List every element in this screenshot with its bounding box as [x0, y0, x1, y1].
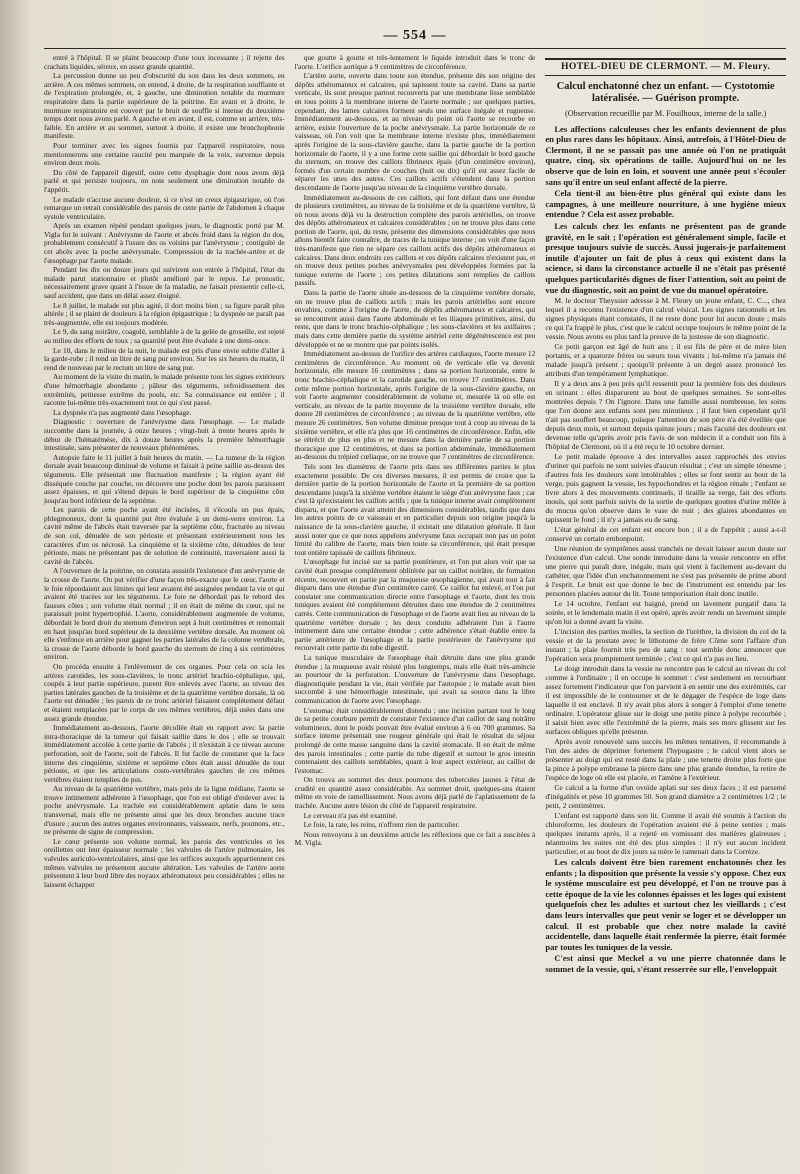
- paragraph: L'état général de cet enfant est encore bon ; il a de l'appétit ; aussi a-t-il conservé un certain embonpoint.: [545, 525, 786, 544]
- header-rule: [44, 48, 786, 49]
- paragraph: entré à l'hôpital. Il se plaint beaucoup d'une toux incessante ; il rejette des crachats liquides, séreux, en assez grande quantité.: [44, 54, 285, 71]
- observation-note: (Observation recueillie par M. Fouilhoux, interne de la salle.): [565, 108, 767, 118]
- paragraph: Diagnostic : ouverture de l'anévrysme dans l'œsophage. — Le malade succombe dans la journée, à onze heures ; vingt-huit à trente heures après le début de l'hématémèse, dix à douze heures après la première hémorrhagie intestinale, sans présenter de nouveaux phénomènes.: [44, 417, 285, 453]
- paragraph: Les calculs doivent être bien rarement enchatonnés chez les enfants ; la disposition que présente la vessie s'y oppose. Chez eux le système musculaire est peu développé, et l'on ne trouve pas à cette époque de la vie les colonnes épaisses et les loges qui existent quelquefois chez les adultes et surtout chez les vieillards ; c'est dans leurs intervalles que peut venir se loger et se développer un calcul. Il est probable que chez notre malade la cavité accidentelle, dans laquelle était renfermée la pierre, était formée par toutes les tuniques de la vessie.: [545, 857, 786, 952]
- paragraph: Les affections calculeuses chez les enfants deviennent de plus en plus rares dans les hôpitaux. Ainsi, autrefois, à l'Hôtel-Dieu de Clermont, il ne se passait pas une année où l'on ne pratiquât quatre, cinq, six opérations de taille. Aujourd'hui on ne les observe que de loin en loin, et souvent une année peut s'écouler sans qu'il entre un seul enfant affecté de la pierre.: [545, 123, 786, 187]
- paragraph: Au niveau de la quatrième vertèbre, mais près de la ligne médiane, l'aorte se trouve intimement adhérente à l'œsophage, que l'on est obligé d'enlever avec la poche anévrysmale. La trachée est considérablement aplatie dans le sens transversal, mais elle ne présente ainsi que les deux bronches aucune trace d'usure ; aucun des autres organes environnants, vaisseaux, nerfs, poumons, etc., ne présente de signe de compression.: [44, 784, 285, 837]
- paragraph: Le foie, la rate, les reins, n'offrent rien de particulier.: [303, 820, 460, 830]
- paragraph: C'est ainsi que Meckel a vu une pierre chatonnée dans le sommet de la vessie, qui, s'étant resserrée sur elle, l'enveloppait: [545, 953, 786, 975]
- column-3: [545, 54, 786, 1164]
- paragraph: La tunique musculaire de l'œsophage était détruite dans une plus grande étendue ; la muqueuse avait résisté plus longtemps, mais elle était très-amincie au pourtour de la perforation. L'ouverture de l'anévrysme dans l'œsophage, diagnostiquée pendant la vie, était vérifiée par l'autopsie ; le malade avait bien succombé à une hémorrhagie intestinale, qui avait sa source dans la libre communication de l'aorte avec l'œsophage.: [294, 652, 536, 705]
- intro-paragraphs: [545, 124, 786, 296]
- article-title: Calcul enchatonné chez un enfant. — Cystotomie latéralisée. — Guérison prompte.: [556, 80, 775, 104]
- paragraph: Du côté de l'appareil digestif, outre cette dysphagie dont nous avons déjà parlé et qui persiste toujours, on note seulement une diminution notable de l'appétit.: [44, 167, 285, 194]
- paragraph: La dyspnée n'a pas augmenté dans l'œsophage.: [53, 407, 192, 417]
- page-binding-shadow: [0, 0, 30, 1174]
- paragraph: On trouva au sommet des deux poumons des tubercules jaunes à l'état de crudité en quantité assez considérable. Au sommet droit, quelques-uns étaient même en voie de ramollissement. Nous avons déjà parlé de l'aplatissement de la trachée. Aucune autre lésion du côté de l'appareil respiratoire.: [294, 775, 536, 811]
- paragraph: Après avoir renouvelé sans succès les mêmes tentatives, il recommande à l'un des aides de déprimer fortement l'hypogastre ; le calcul vient alors se présenter au doigt qui est resté dans la plaie ; une tenette droite plus forte que la pince à polype embrasse la pierre dans une plus grande étendue, la retire de l'espèce de loge où elle est placée, et l'amène à l'extérieur.: [545, 737, 786, 783]
- paragraph: Le 8 juillet, le malade est plus agité, il dort moins bien ; sa figure paraît plus altérée ; il se plaint de douleurs à la région épigastrique ; la dyspnée ne paraît pas très-augmentée, elle est toujours modérée.: [44, 300, 285, 327]
- paragraph: Le 14 octobre, l'enfant est baigné, prend un lavement purgatif dans la soirée, et le lendemain matin il est opéré, après avoir rendu un lavement simple qu'on lui a donné avant la visite.: [545, 599, 786, 627]
- column-1: [44, 54, 285, 1164]
- hospital-heading: HOTEL-DIEU DE CLERMONT. — M. Fleury.: [545, 58, 786, 76]
- paragraph: L'estomac était considérablement distendu ; une incision partant tout le long de sa petite courbure permit de constater l'existence d'un caillot de sang noirâtre volumineux, dont le poids pouvait être évalué environ à 6 ou 700 grammes. Sa surface interne présentait une rougeur générale qui était le résultat du séjour prolongé de cette masse sanguine dans la cavité stomacale. Il en était de même des parois intestinales ; cette partie du tube digestif et surtout le gros intestin contenaient des caillots semblables, quant à leur aspect extérieur, au caillot de l'estomac.: [294, 705, 536, 775]
- paragraph: Le 10, dans le milieu de la nuit, le malade est pris d'une envie subite d'aller à la garde-robe ; il rend un litre de sang pur environ. Sur les six heures du matin, il rend de nouveau par le rectum un litre de sang pur.: [44, 345, 285, 372]
- paragraph: Ce petit garçon est âgé de huit ans ; il est fils de père et de mère bien portants, et a quatorze frères ou sœurs tous vivants ; lui-même n'a jamais été malade jusqu'à présent ; quoiqu'il présente à un degré assez prononcé les attributs d'un tempérament lymphatique.: [545, 342, 786, 379]
- paragraph: Pour terminer avec les signes fournis par l'appareil respiratoire, nous mentionnerons une certaine raucité peu marquée de la voix, survenue depuis environ deux mois.: [44, 140, 285, 168]
- paragraph: Le cœur présente son volume normal, les parois des ventricules et les oreillettes ont leur épaisseur normale ; les valvules de l'artère pulmonaire, les valvules auriculo-ventriculaires, ainsi que les orifices auxquels appartiennent ces mêmes valvules ne présentent aucune altération. Les valvules de l'artère aorte présentent à leur bord libre des noyaux athéromateux peu considérables ; elles ne laissent échapper: [44, 836, 285, 889]
- paragraph: L'incision des parties molles, la section de l'urèthre, la division du col de la vessie et de la prostate avec le lithotome de frère Côme sont l'affaire d'un instant ; la plaie fournit très peu de sang : tout semble donc annoncer que l'opération sera promptement terminée ; c'est ce qui n'a pas eu lieu.: [545, 627, 786, 664]
- paragraph: Les parois de cette poche ayant été incisées, il s'écoula un pus épais, phlegmoneux, dont la quantité put être évaluée à un demi-verre environ. La cavité même de l'abcès était traversée par la septième côte, fracturée au niveau de son col, dénudée de son périoste et présentant extérieurement tous les caractères d'un os nécrosé. La cinquième et la sixième côte, dénudées de leur périoste, mais ne présentant pas de solution de continuité, traversaient aussi la cavité de l'abcès.: [44, 505, 285, 566]
- paragraph: On procéda ensuite à l'enlèvement de ces organes. Pour cela on scia les artères carotides, les sous-clavières, le tronc artériel brachio-céphalique, qui, coupés à leur partie supérieure, purent être enlevés avec l'aorte, au niveau des parties latérales gauches de la troisième et de la quatrième vertèbre dorsale, là où l'aorte est dénudée ; les parois de ce tronc artériel faisaient complétement défaut et étaient remplacées par le corps de ces mêmes vertèbres, déjà usées dans une assez grande étendue.: [44, 661, 285, 723]
- page-number: — 554 —: [383, 28, 447, 43]
- paragraph: que goutte à goutte et très-lentement le liquide introduit dans le tronc de l'aorte. L'orifice aortique a 9 centimètres de circonférence.: [294, 54, 536, 71]
- paragraph: Immédiatement au-dessous, l'aorte décollée était en rapport avec la partie intra-thoracique de la tumeur qui faisait saillie dans le dos ; elle se trouvait immédiatement accolée à cette partie de l'abcès ; il n'existait à ce niveau aucune perforation, soit de l'aorte, soit de l'abcès. Il fut facile de constater que la face interne des cinquième, sixième et septième côtes était aussi dénudée de tout périoste, et que les articulations costo-vertébrales gauches de ces mêmes vertèbres étaient remplies de pus.: [44, 723, 285, 784]
- paragraph: Les calculs chez les enfants ne présentent pas de grande gravité, en le sait ; l'opération est généralement simple, facile et presque toujours suivie de succès. Aussi jugerais-je parfaitement inutile d'ajouter un fait de plus à ceux qui existent dans la science, si dans la circonstance actuelle il ne s'était pas présenté quelques particularités dignes de fixer l'attention, soit au point de vue du diagnostic, soit au point de vue du manuel opératoire.: [545, 220, 786, 295]
- paragraph: A l'ouverture de la poitrine, on constata aussitôt l'existence d'un anévrysme de la crosse de l'aorte. On put vérifier d'une façon très-exacte que le cœur, l'aorte et le foie répondaient aux limites qui leur avaient été assignées pendant la vie et qui avaient été tracées sur les téguments. Le foie ne débordait pas le rebord des fausses côtes ; son volume était normal ; il en était de même du cœur, qui ne paraissait point hypertrophié. L'aorte, considérablement augmentée de volume, débordait le bord droit du sternum d'environ sept à huit centimètres et remontait en haut jusqu'au bord supérieur de la deuxième vertèbre dorsale. Au moment où elle s'enfonce en arrière pour gagner les parties latérales de la colonne vertébrale, la crosse de l'aorte déborde le bord gauche du sternum de cinq à six centimètres environ.: [44, 566, 285, 662]
- paragraph: L'artère aorte, ouverte dans toute son étendue, présente dès son origine des dépôts athéromateux et calcaires, qui tapissent toute sa cavité. Dans sa partie verticale, ils sont presque partout recouverts par une membrane lisse semblable en tous points à la membrane interne de l'aorte normale ; sur quelques parties, cependant, des lames calcaires forment seuls une surface inégale et rugueuse. Immédiatement au-dessous, et au niveau du point où l'aorte se recourbe en arrière, existe l'ouverture de la poche anévrysmale. La partie horizontale de ce vaisseau, où l'on voit que la membrane interne n'existe plus, immédiatement après l'origine de la sous-clavière gauche, dans la partie gauche de la portion horizontale de l'aorte, il y a une forme cette saillie qui débordait le bord gauche du sternum, on trouve des caillots fibrineux épais (d'un centimètre environ), formés d'un certain nombre de couches (huit ou dix) qu'il est assez facile de séparer les unes des autres. Ces caillots actifs s'étendent dans la portion descendante de l'aorte jusqu'au niveau de la cinquième vertèbre dorsale.: [294, 71, 536, 192]
- paragraph: Le doigt introduit dans la vessie ne rencontre pas le calcul au niveau du col comme à l'ordinaire ; il en occupe le sommet : c'est seulement en recourbant assez fortement l'indicateur que l'on parvient à en sentir une des extrémités, car il est impossible de le contourner et de le dégager de l'espèce de loge dans laquelle il est enclavé. Il n'y avait plus alors à songer à l'emploi d'une tenette ordinaire. L'opérateur glisse sur le doigt une petite pince à polype recourbée ; il saisit bien avec elle l'extrémité de la pierre, mais ses mors glissent sur les surfaces obliques qu'elle présente.: [545, 664, 786, 737]
- paragraph: Cela tient-il au bien-être plus général qui existe dans les campagnes, à une meilleure nourriture, à une hygiène mieux entendue ? Cela est assez probable.: [545, 188, 786, 220]
- paragraph: Après un examen répété pendant quelques jours, le diagnostic porté par M. Vigla fut le suivant : Anévrysme de l'aorte et abcès froid dans la région du dos, probablement consécutif à l'usure des os voisins par l'anévrysme ; contiguïté de cet abcès avec la poche anévrysmale. Compression de la trachée-artère et de l'œsophage par l'aorte malade.: [44, 221, 285, 265]
- paragraph: Il y a deux ans à peu près qu'il ressentit pour la première fois des douleurs en urinant : elles disparurent au bout de quelques semaines. Se sont-elles montrées depuis ? On l'ignore. Dans une famille aussi nombreuse, les soins que l'on donne aux enfants sont peu minutieux ; il faut bien cependant qu'il n'ait pas souffert beaucoup, puisque l'attention de son père n'a été éveillée que depuis deux mois, et surtout depuis quinze jours ; mais l'acuité des douleurs est devenue telle qu'après avoir pris l'avis de son médecin il a conduit son fils à l'hôpital de Clermont, où il a été reçu le 10 octobre dernier.: [545, 379, 786, 452]
- paragraph: Dans la partie de l'aorte située au-dessous de la cinquième vertèbre dorsale, on ne trouve plus de caillots actifs ; mais les parois artérielles sont encore envahies, comme à l'origine de l'aorte, de dépôts athéromateux et calcaires, qui se rencontrent aussi dans l'aorte abdominale et les iliaques primitives, ainsi, du reste, que dans le tronc brachio-céphalique ; les sous-clavières et les axillaires ; mais dans cette dernière partie du système artériel cette dégénérescence est peu développée et ne se montre que par points isolés.: [294, 288, 536, 349]
- text-columns: [44, 54, 786, 1164]
- paragraph: Tels sont les diamètres de l'aorte pris dans ses différentes parties le plus exactement possible. De ces diverses mesures, il est permis de croire que la dernière partie de la portion horizontale de l'aorte et la première de sa portion descendante jusqu'à la sixième vertèbre étaient le siège d'un anévrysme faux ; car c'est là qu'existaient les caillots actifs ; que la tunique interne avait complètement disparu, et que l'aorte avait atteint des dimensions considérables, tandis que dans les autres points de ce vaisseau et en particulier depuis son origine jusqu'à la naissance de la sous-clavière gauche, il existait une dilatation générale. Il faut aussi noter que ce que nous appelons anévrysme faux occupait non pas un point limité du calibre de l'aorte, mais bien toute sa circonférence, qui était presque tout entière tapissée de caillots fibrineux.: [294, 461, 536, 557]
- paragraph: M. le docteur Theyssier adresse à M. Fleury un jeune enfant, C. C..., chez lequel il a reconnu l'existence d'un calcul vésical. Les signes rationnels et les signes physiques étant constatés, il ne reste donc pour lui aucun doute ; mais ce qui l'a frappé le plus, c'est que le calcul occupe toujours le même point de la vessie. Nous avons eu plus tard la preuve de la justesse de son diagnostic.: [545, 296, 786, 342]
- paragraph: Au moment de la visite du matin, le malade présente tous les signes extérieurs d'une hémorrhagie abondante ; pâleur des téguments, refroidissement des extrémités, petitesse extrême du pouls, etc. Sa connaissance est entière ; il raconte lui-même très-exactement tout ce qui s'est passé.: [44, 372, 285, 408]
- paragraph: La percussion donne un peu d'obscurité du son dans les deux sommets, en arrière. A ces mêmes sommets, on entend, à droite, de la respiration soufflante et de l'expiration prolongée, et, à gauche, une diminution notable du murmure respiratoire dans la partie supérieure de la poitrine. En avant et à droite, le murmure respiratoire est couvert par le bruit de souffle si intense du deuxième temps dont nous avons parlé. A gauche et en avant, il est, comme en arrière, très-faible. En arrière et au sommet, surtout à droite, il existe une bronchophonie manifeste.: [44, 71, 285, 141]
- paragraph: L'œsophage fut incisé sur sa partie postérieure, et l'on put alors voir que sa cavité était presque complétement oblitérée par un caillot noirâtre, de formation récente, recouvert en partie par la muqueuse œsophagienne, qui avait tout à fait disparu dans une étendue d'un centimètre carré. Ce caillot fut enlevé, et l'on put constater une communication directe entre l'œsophage et l'aorte, dont les trois tuniques avaient été complétement détruites dans une étendue de 2 centimètres carrés. Cette communication de l'œsophage et de l'aorte avait lieu au niveau de la quatrième vertèbre dorsale ; les deux conduits adhéraient l'un à l'autre intimement dans une certaine étendue ; cette adhérence s'était établie entre la partie antérieure de l'œsophage et la partie postérieure de l'anévrysme qui recouvrait cette partie du tube digestif.: [294, 557, 536, 653]
- paragraph: Le petit malade éprouve à des intervalles assez rapprochés des envies d'uriner qui parfois ne sont suivies d'aucun résultat ; c'est un simple ténesme ; d'autres fois les douleurs sont intolérables ; elles se font sentir au bout de la verge, puis gagnent la vessie, les hypochondres et la région rénale ; l'enfant se livre alors à des mouvements continuels, il tiraille sa verge, fait des efforts inouïs, qui sont parfois suivis de la sortie de quelques gouttes d'urine mêlée à du mucus qu'on observe dans le vase de nuit ; des glaires abondantes en tapissent le fond ; il n'y a jamais eu de sang.: [545, 452, 786, 525]
- case-paragraphs: [545, 296, 786, 856]
- paragraph: Autopsie faite le 11 juillet à huit heures du matin. — La tumeur de la région dorsale avait beaucoup diminué de volume et faisait à peine saillie au-dessus des téguments. Elle présentait une fluctuation manifeste ; la région ayant été disséquée couche par couche, on découvre une poche dont les parois paraissent assez épaisses, et qui s'étend depuis le bord supérieur de la cinquième côte jusqu'au bord inférieur de la septième.: [44, 452, 285, 505]
- closing-paragraphs: [545, 857, 786, 975]
- paragraph: Le 9, du sang noirâtre, coagulé, semblable à de la gelée de groseille, est rejeté au milieu des efforts de toux ; sa quantité peut être évaluée à une demi-once.: [44, 327, 285, 345]
- paragraph: Le malade n'accuse aucune douleur, si ce n'est un creux épigastrique, où l'on remarque un retrait considérable des parois de cette partie de l'abdomen à chaque systole ventriculaire.: [44, 194, 285, 221]
- paragraph: Le cerveau n'a pas été examiné.: [303, 810, 398, 820]
- paragraph: Une réunion de symptômes aussi tranchés ne devait laisser aucun doute sur l'existence d'un calcul. Une sonde introduite dans la vessie rencontre en effet une pierre qui paraît dure, inégale, mais qui vient à facilement au-devant du cathéter, que l'idée d'un enchatonnement ne s'est pas présentée de prime abord à l'esprit. Le bruit est que donne le bec de l'instrument est entendu par les personnes placées autour du lit. Toute temporisation était donc inutile.: [545, 544, 786, 599]
- paragraph: Immédiatement au-dessus de l'orifice des artères cardiaques, l'aorte mesure 12 centimètres de circonférence. Au moment où de verticale elle va devenir horizontale, elle mesure 16 centimètres ; dans sa portion horizontale, entre le tronc brachio-céphalique et la carotide gauche, on trouve 17 centimètres. Dans cette même portion horizontale, après l'origine de la sous-clavière gauche, on voit l'aorte augmenter considérablement de volume et, mesurée là où elle est verticale, au niveau de la partie moyenne de la troisième vertèbre dorsale, elle donne 28 centimètres de circonférence ; au niveau de la quatrième vertèbre, elle mesure 26 centimètres. Son volume diminue presque tout à coup au niveau de la sixième vertèbre, et elle n'a plus que 16 centimètres de circonférence. Enfin, elle se rétrécit de plus en plus et ne mesure dans la dernière partie de sa portion thoracique que 12 centimètres, et dans sa portion abdominale, immédiatement au-dessous du trépied cœliaque, on ne trouve que 7 centimètres de circonférence.: [294, 349, 536, 462]
- paragraph: Nous renvoyons à un deuxième article les réflexions que ce fait a suscitées à M. Vigla.: [294, 829, 536, 848]
- paragraph: Immédiatement au-dessous de ces caillots, qui font défaut dans une étendue de plusieurs centimètres, au niveau de la troisième et de la quatrième vertèbre, là où nous avons déjà vu la destruction complète des parois artérielles, on trouve des dépôts athéromateux et calcaires considérables ; on ne trouve plus dans cette portion de l'aorte, qui, du reste, présente des dimensions considérables que nous allons bientôt faire connaître, de traces de la tunique interne ; on voit d'une façon très-manifeste que rien ne sépare ces caillots actifs des dépôts athéromateux et calcaires. Dans deux endroits ces caillots et ces dépôts calcaires n'existent pas, et on trouve deux petites poches anévrysmales peu développées formées par la tunique externe de l'aorte ; ces petites dilatations sont remplies de caillots passifs.: [294, 192, 536, 288]
- paragraph: L'enfant est rapporté dans son lit. Comme il avait été soumis à l'action du chloroforme, les douleurs de l'opération avaient été à peine senties ; mais quelques instants après, il a rejeté en vomissant des matières glaireuses ; néanmoins les suites ont été des plus simples : il n'y eut aucun incident particulier, et au bout de dix jours sa mère le ramenait dans la Corrèze.: [545, 811, 786, 857]
- paragraph: Ce calcul a la forme d'un ovoïde aplati sur ses deux faces ; il est parsemé d'inégalités et pèse 10 grammes 50. Son grand diamètre a 2 centimètres 1/2 ; le petit, 2 centimètres.: [545, 783, 786, 811]
- paragraph: Pendant les dix ou douze jours qui suivirent son entrée à l'hôpital, l'état du malade parut stationnaire et plutôt amélioré par le repos. Le pronostic, nécessairement grave quant à l'issue de la maladie, ne faisait pressentir celle-ci, sauf accident, que dans un délai assez éloigné.: [44, 265, 285, 301]
- column-2: [295, 54, 536, 1164]
